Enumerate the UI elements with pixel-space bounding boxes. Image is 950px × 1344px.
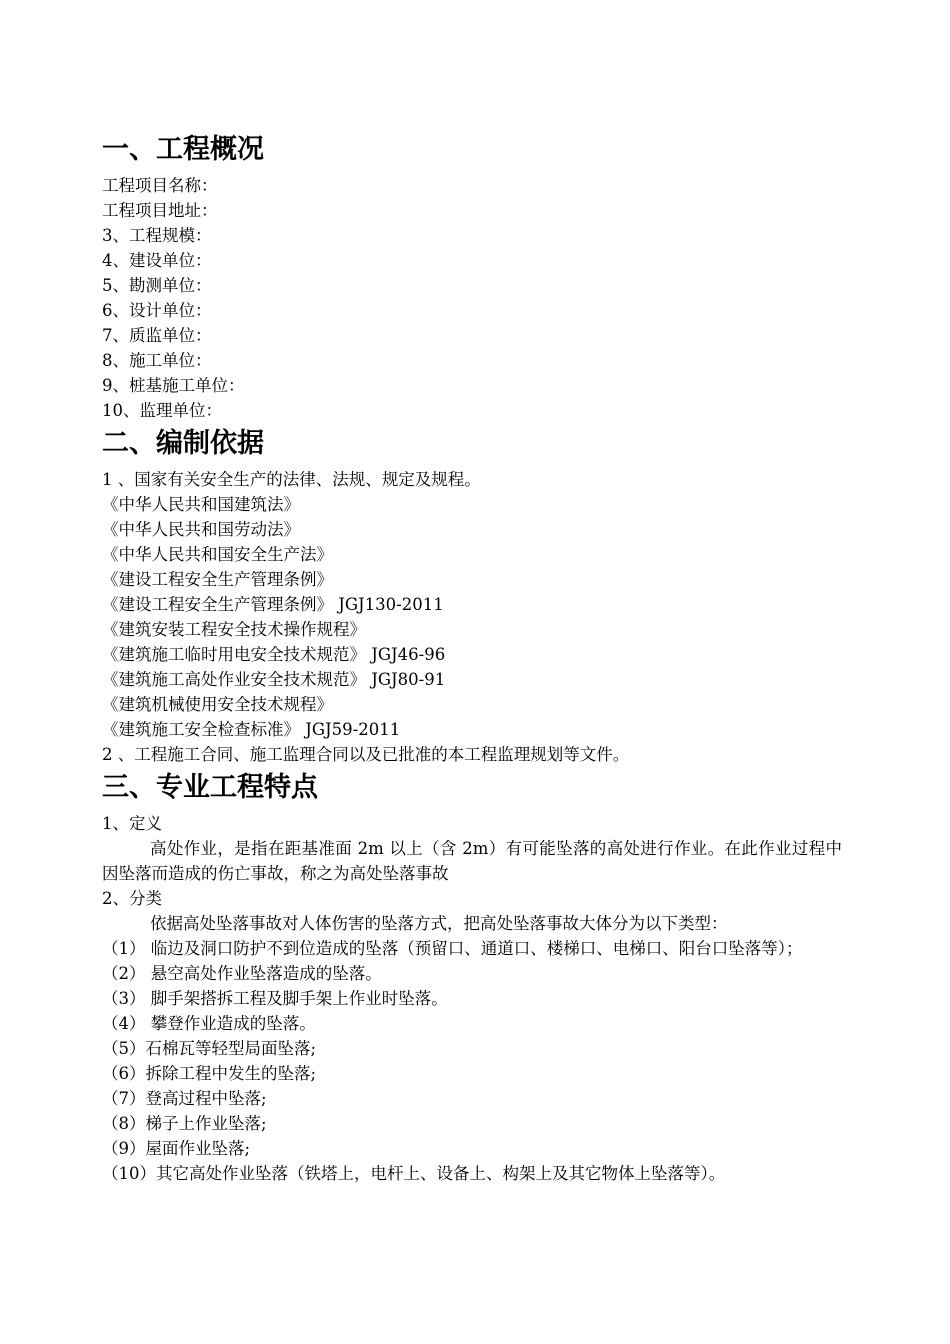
section-title-basis: 二、编制依据 — [102, 428, 264, 459]
section-title-overview: 一、工程概况 — [102, 134, 264, 165]
document-page — [102, 130, 842, 1186]
section-title-features: 三、专业工程特点 — [102, 772, 318, 803]
law-item: 《中华人民共和国建筑法》 — [102, 495, 300, 514]
law-item: 《建筑施工高处作业安全技术规范》 JGJ80-91 — [102, 670, 446, 689]
law-item: 《建设工程安全生产管理条例》 JGJ130-2011 — [102, 595, 444, 614]
fall-type-list — [102, 936, 842, 1186]
basis-intro: 1 、国家有关安全生产的法律、法规、规定及规程。 — [102, 470, 481, 489]
fall-type-item: （3） 脚手架搭拆工程及脚手架上作业时坠落。 — [102, 989, 448, 1008]
fall-type-item: （9）屋面作业坠落; — [102, 1139, 251, 1158]
overview-item: 10、监理单位： — [102, 401, 222, 420]
fall-type-item: （6）拆除工程中发生的坠落; — [102, 1064, 317, 1083]
classification-heading: 2、分类 — [102, 889, 162, 908]
overview-item: 8、施工单位： — [102, 351, 212, 370]
fall-type-item: （5）石棉瓦等轻型局面坠落; — [102, 1039, 317, 1058]
fall-type-item: （8）梯子上作业坠落; — [102, 1114, 267, 1133]
fall-type-item: （1） 临边及洞口防护不到位造成的坠落（预留口、通道口、楼梯口、电梯口、阳台口坠落等）； — [102, 939, 803, 958]
fall-type-item: （7）登高过程中坠落; — [102, 1089, 267, 1108]
fall-type-item: （2） 悬空高处作业坠落造成的坠落。 — [102, 964, 382, 983]
overview-item: 6、设计单位： — [102, 301, 212, 320]
overview-item: 工程项目名称： — [102, 176, 218, 195]
overview-item: 9、桩基施工单位： — [102, 376, 245, 395]
fall-type-item: （10）其它高处作业坠落（铁塔上，电杆上、设备上、构架上及其它物体上坠落等）。 — [102, 1164, 726, 1183]
law-item: 《建筑施工临时用电安全技术规范》 JGJ46-96 — [102, 645, 446, 664]
law-item: 《中华人民共和国劳动法》 — [102, 520, 300, 539]
overview-item: 工程项目地址： — [102, 201, 218, 220]
fall-type-item: （4） 攀登作业造成的坠落。 — [102, 1014, 316, 1033]
law-item: 《建筑机械使用安全技术规程》 — [102, 695, 333, 714]
law-item: 《中华人民共和国安全生产法》 — [102, 545, 333, 564]
law-list — [102, 492, 842, 742]
basis-outro: 2 、工程施工合同、施工监理合同以及已批准的本工程监理规划等文件。 — [102, 745, 630, 764]
overview-item: 3、工程规模： — [102, 226, 212, 245]
overview-item: 7、质监单位： — [102, 326, 212, 345]
law-item: 《建筑安装工程安全技术操作规程》 — [102, 620, 366, 639]
definition-heading: 1、定义 — [102, 814, 162, 833]
law-item: 《建筑施工安全检查标准》 JGJ59-2011 — [102, 720, 401, 739]
overview-list — [102, 173, 842, 423]
overview-item: 4、建设单位： — [102, 251, 212, 270]
definition-paragraph: 高处作业，是指在距基准面 2m 以上（含 2m）有可能坠落的高处进行作业。在此作业过程中因坠落而造成的伤亡事故，称之为高处坠落事故 — [102, 839, 842, 883]
classification-intro: 依据高处坠落事故对人体伤害的坠落方式，把高处坠落事故大体分为以下类型： — [150, 914, 728, 933]
overview-item: 5、勘测单位： — [102, 276, 212, 295]
law-item: 《建设工程安全生产管理条例》 — [102, 570, 333, 589]
